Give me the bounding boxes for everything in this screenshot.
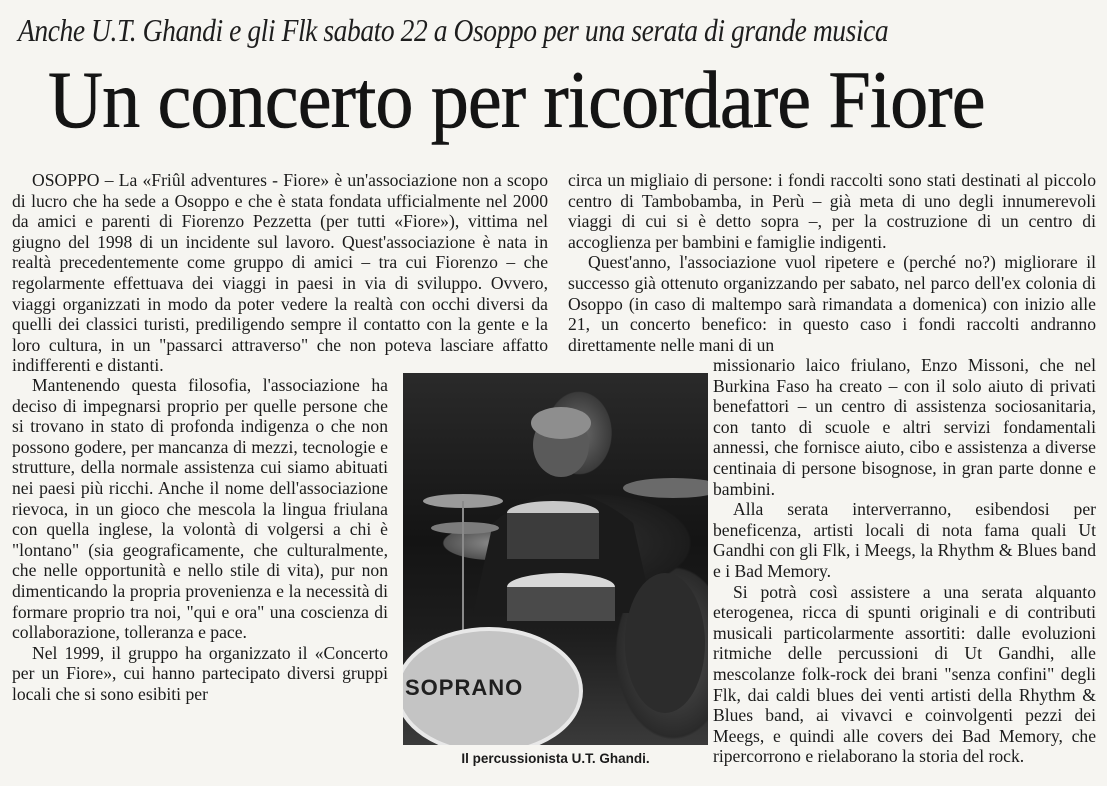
article-kicker: Anche U.T. Ghandi e gli Flk sabato 22 a Osoppo per una serata di grande musica	[18, 12, 889, 48]
paragraph: Mantenendo questa filosofia, l'associazione ha deciso di impegnarsi proprio per quelle persone che si trovano in stato di profonda indigenza o che non possono godere, per mancanza di mezzi, tecnologie e strutture, della normale assistenza cui siamo abituati nei paesi più ricchi. Anche il nome dell'associazione rievoca, in un gioco che mescola la lingua friulana con quella inglese, la volontà di volgersi a chi è "lontano" (sia geograficamente, che culturalmente, che nelle opportunità e nello stile di vita), pur non dimenticando la propria provenienza e la necessità di formare proprio tra noi, "qui e ora" una coscienza di collaborazione, tolleranza e pace.	[12, 375, 388, 643]
drum-kit-illustration	[403, 373, 708, 745]
paragraph: OSOPPO – La «Friûl adventures - Fiore» è un'associazione non a scopo di lucro che ha sede a Osoppo e che è stata fondata ufficialmente nel 2000 da amici e parenti di Fiorenzo Pezzetta (per tutti «Fiore»), vittima nel giugno del 1998 di un incidente sul lavoro. Quest'associazione è nata in realtà precedentemente come gruppo di amici – tra cui Fiorenzo – che regolarmente effettuava dei viaggi in paesi in via di sviluppo. Ovvero, viaggi organizzati in modo da poter vedere la realtà con occhi diversi da quelli dei classici turisti, prediligendo sempre il contatto con la gente e la loro cultura, in un "passarci attraverso" che non poteva lasciare affatto indifferenti e distanti.	[12, 170, 548, 376]
paragraph: Si potrà così assistere a una serata alquanto eterogenea, ricca di spunti originali e di contributi musicali particolarmente assortiti: dalle evoluzioni ritmiche delle percussioni di Ut Gandhi, alle mescolanze folk-rock dei brani "senza confini" degli Flk, dai caldi blues dei venti artisti della Rhythm & Blues band, ai vivavci e coinvolgenti pezzi dei Meegs, e quindi alle covers dei Bad Memory, che ripercorrono e rielaborano la storia del rock.	[713, 581, 1096, 767]
paragraph: missionario laico friulano, Enzo Missoni, che nel Burkina Faso ha creato – con il solo aiuto di privati benefattori – un centro di assistenza sociosanitaria, con tanto di scuole e altri servizi fondamentali annessi, che fornisce aiuto, cibo e assistenza a diverse centinaia di persone bisognose, in gran parte donne e bambini.	[713, 355, 1096, 499]
article-headline: Un concerto per ricordare Fiore	[48, 54, 985, 145]
left-column-bottom	[12, 375, 388, 705]
cymbal-left-2	[431, 522, 499, 534]
drummer-photo	[403, 373, 708, 745]
tom-drum-shell	[507, 513, 599, 559]
photo-caption: Il percussionista U.T. Ghandi.	[461, 751, 650, 766]
paragraph: Alla serata interverranno, esibendosi per beneficenza, artisti locali di nota fama quali Ut Gandhi con gli Flk, i Meegs, la Rhythm & Blues band e i Bad Memory.	[713, 499, 1096, 581]
floor-tom	[625, 573, 705, 713]
paragraph: Quest'anno, l'associazione vuol ripetere e (perché no?) migliorare il successo già ottenuto organizzando per sabato, nel parco dell'ex colonia di Osoppo (in caso di maltempo sarà rimandata a domenica) con inizio alle 21, un concerto benefico: in questo caso i fondi raccolti andranno direttamente nelle mani di un	[568, 252, 1096, 355]
drum-brand-label: SOPRANO	[405, 675, 524, 700]
right-column-top	[568, 170, 1096, 355]
paragraph: Nel 1999, il gruppo ha organizzato il «Concerto per un Fiore», cui hanno partecipato diversi gruppi locali che si sono esibiti per	[12, 642, 388, 704]
snare-drum-shell	[507, 587, 615, 621]
drummer-bandana	[531, 407, 591, 439]
paragraph: circa un migliaio di persone: i fondi raccolti sono stati destinati al piccolo centro di Tambobamba, in Perù – già meta di uno degli innumerevoli viaggi di cui si è detto sopra –, per la costruzione di un centro di accoglienza per bambini e famiglie indigenti.	[568, 170, 1096, 252]
cymbal-right	[623, 478, 708, 498]
right-column-bottom	[713, 355, 1096, 767]
left-column-top	[12, 170, 548, 376]
